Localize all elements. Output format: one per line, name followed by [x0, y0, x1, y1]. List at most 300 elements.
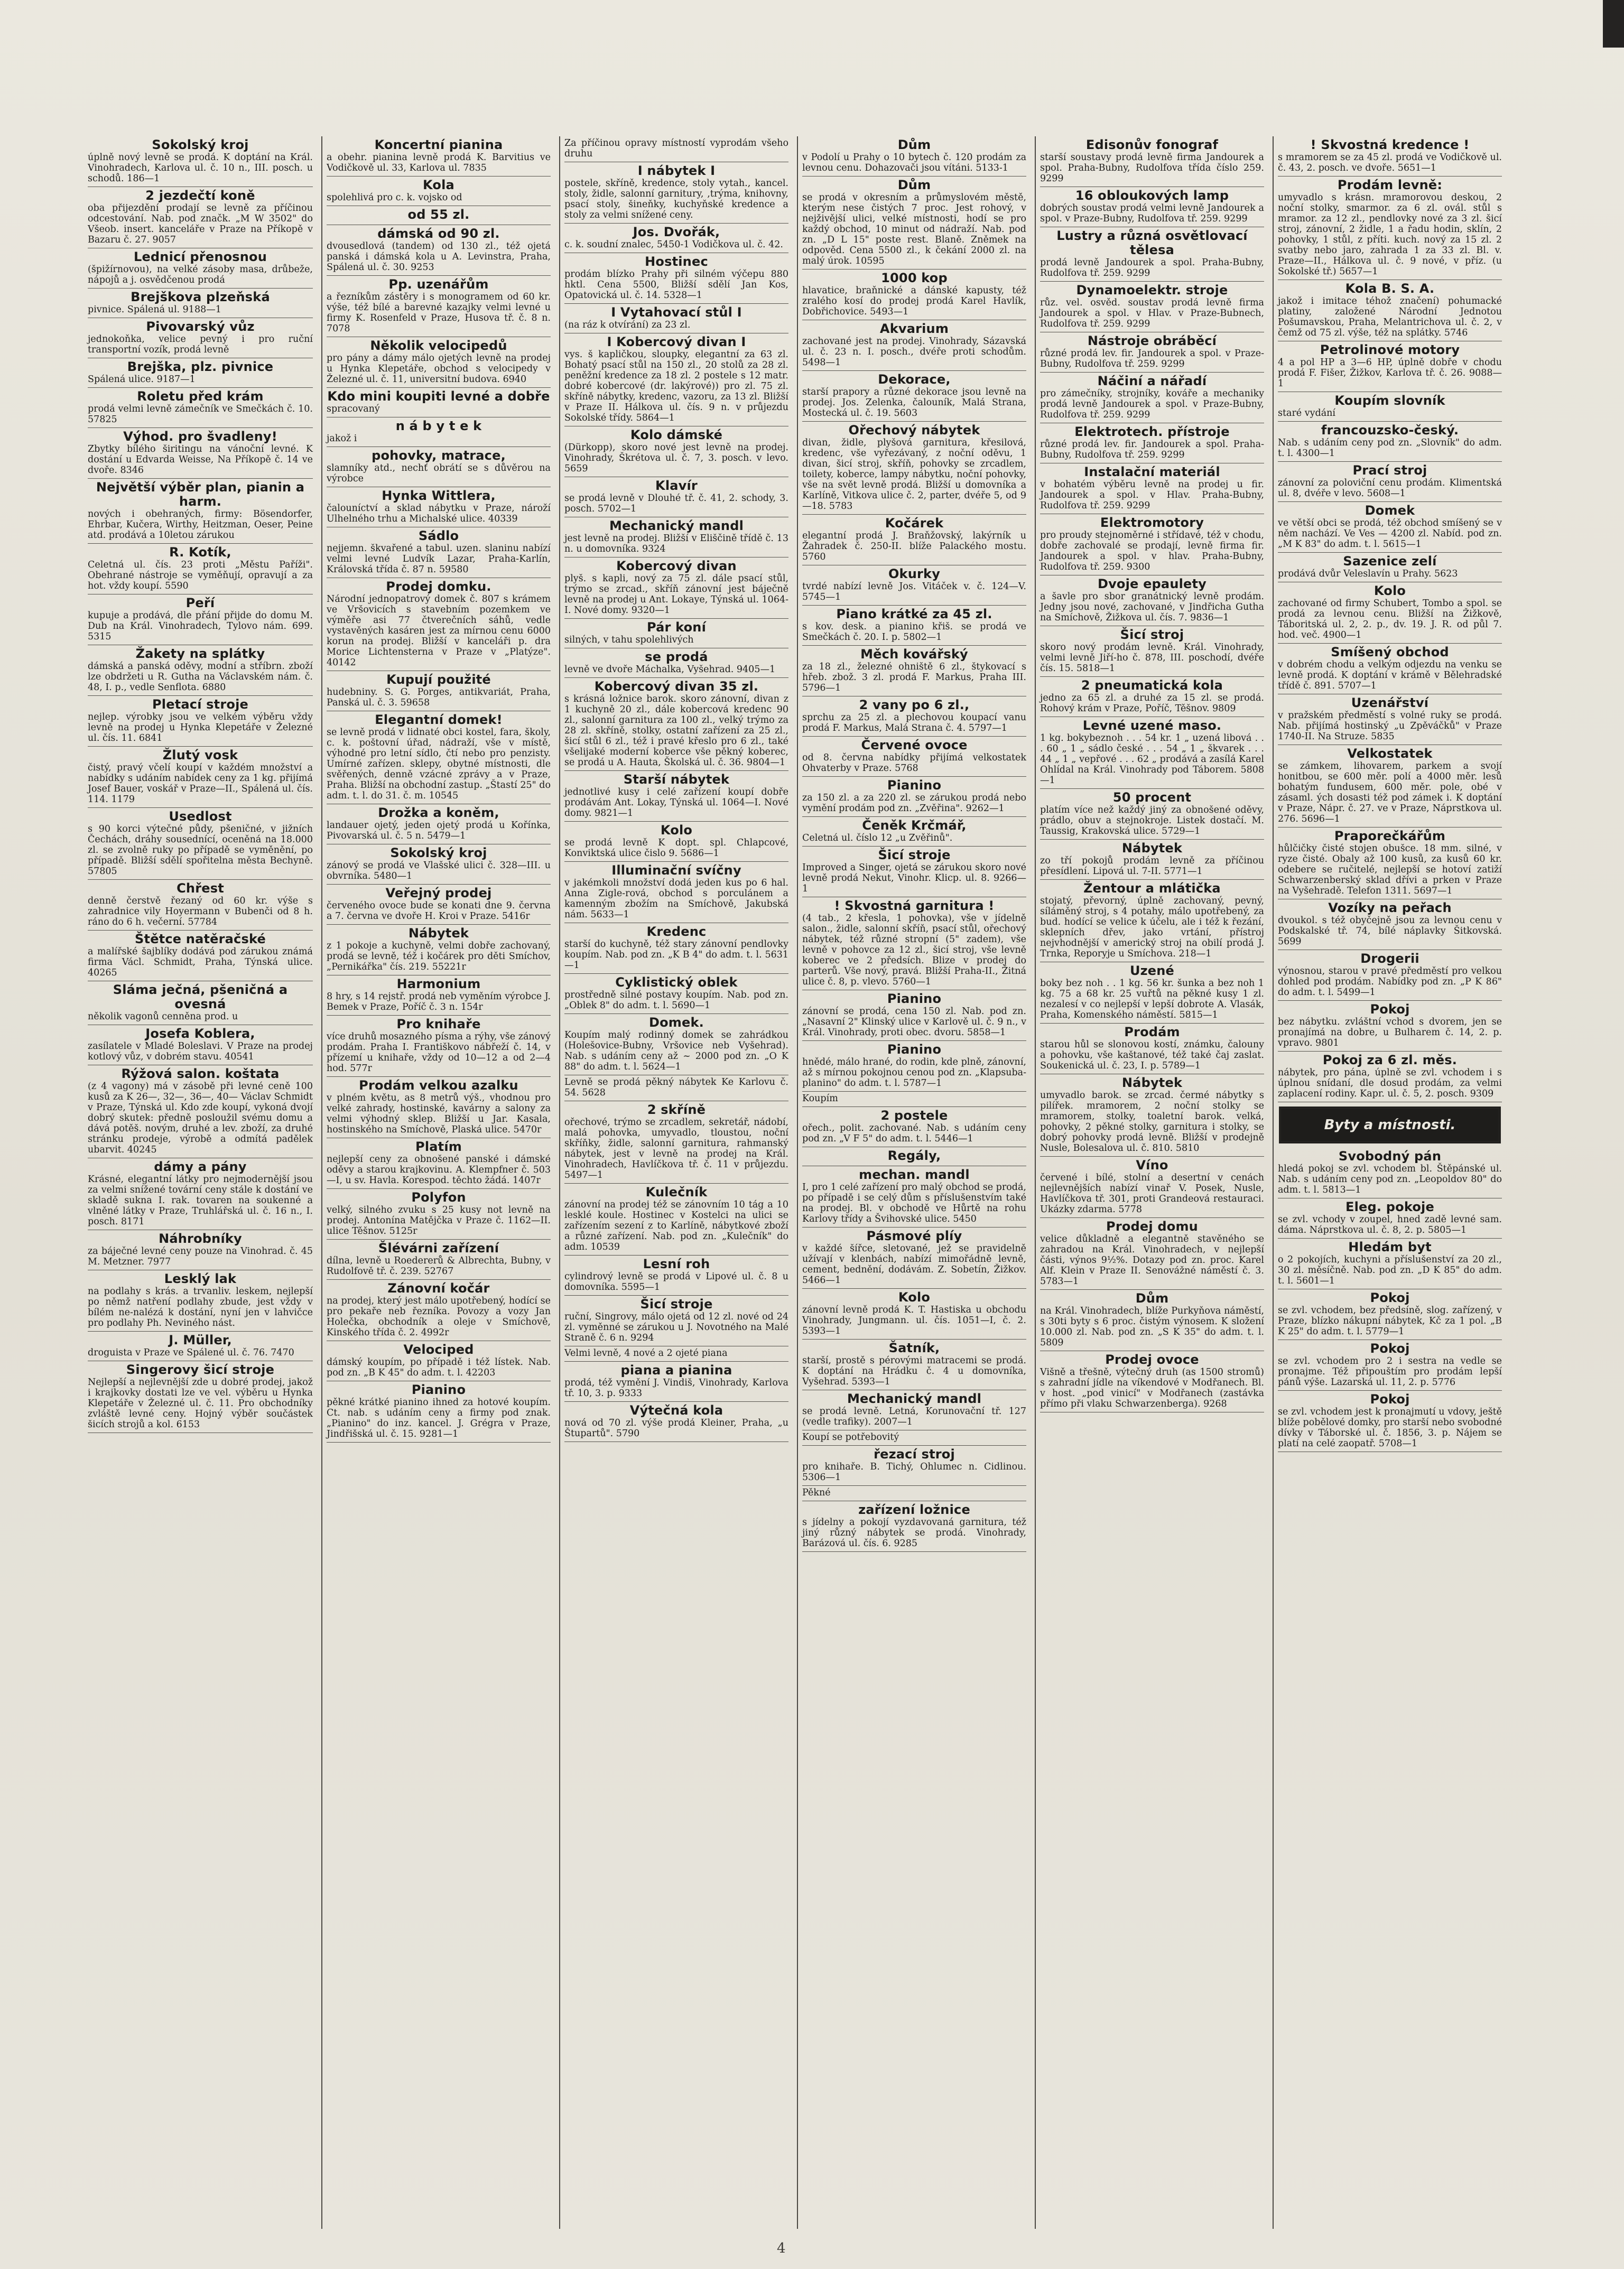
- classified-ad: [88, 981, 313, 1025]
- ad-text: divan, židle, plyšová garnitura, křesilová, kredenc, vše vyřezávaný, z noční oděvu, 1 divan, šicí stroj, skříň, pohovky se zrcadlem, toilety, koberce, lampy nábytku, noční pohovky, vše na svět levně prodá. Bližší u domovníka a Karlíně, Vitkova ulice č. 2, parter, dvéře 5, od 9—18. 5783: [802, 438, 1026, 512]
- ad-heading: Dům: [897, 137, 931, 152]
- classified-ad: [1278, 745, 1502, 827]
- ad-heading: Koupím slovník: [1334, 393, 1445, 408]
- ad-text: prostředně silné postavy koupím. Nab. pod zn. „Oblek 8" do adm. t. l. 5690—1: [564, 990, 788, 1011]
- ad-heading: mechan. mandl: [859, 1167, 970, 1182]
- ad-heading: Kupují použité: [386, 672, 491, 687]
- classified-ad: [327, 487, 551, 527]
- ad-heading: I Vytahovací stůl I: [611, 305, 742, 320]
- ad-heading: Pokoj: [1370, 1002, 1410, 1017]
- ad-text: jakož i imitace téhož značení) pohumacké platiny, založené Národní Jednotou Pošumavskou, Praha, Melantrichova ul. č. 2, v čemž od 75 zl. výše, též na splátky. 5746: [1278, 296, 1502, 338]
- ad-heading: Velociped: [403, 1342, 474, 1357]
- ad-text: v Podolí u Prahy o 10 bytech č. 120 prodám za levnou cenu. Dohazovači jsou vítáni. 5133-1: [802, 152, 1026, 173]
- ad-text: ruční, Singrovy, málo ojetá od 12 zl. nové od 24 zl. vyměnné se zárukou u J. Novotného na Malé Straně č. 6 n. 9294: [564, 1312, 788, 1343]
- classified-ad: [327, 1016, 551, 1077]
- ad-text: velký, silného zvuku s 25 kusy not levně na prodej. Antonína Matějčka v Praze č. 1162—II. ulice Těšnov. 5125r: [327, 1205, 551, 1236]
- ad-text: prodá, též vymění J. Vindiš, Vinohrady, Karlova tř. 10, 3. p. 9333: [564, 1378, 788, 1399]
- classified-ad: [88, 544, 313, 594]
- ad-heading: Praporečkářům: [1334, 829, 1446, 843]
- ad-heading: Elektromotory: [1100, 515, 1204, 530]
- ad-text: Za příčinou opravy místností vyprodám všeho druhu: [564, 138, 788, 159]
- ad-heading: Prací stroj: [1352, 463, 1427, 478]
- ad-text: a malířské šajblíky dodává pod zárukou známá firma Václ. Schmidt, Praha, Týnská ulice. 40265: [88, 946, 313, 978]
- classified-ad: [1278, 176, 1502, 280]
- section-banner: Byty a místnosti.: [1279, 1106, 1501, 1143]
- ad-text: zachované od firmy Schubert, Tombo a spol. se prodá za levnou cenu. Bližší na Žižkově, Táboritská ul. 2, 2. p., dv. 19. J. R. od půl 7. hod. več. 4900—1: [1278, 598, 1502, 640]
- ad-text: Višně a třešně, výtečný druh (as 1500 stromů) s zahradní jídle na víkendové v Modřanech. Bl. v host. „pod vinicí" v Modřanech (zastávka přímo při vlaku Schwarzenberga). 9268: [1040, 1367, 1264, 1409]
- classified-ad: [1040, 575, 1264, 626]
- ad-text: Nab. s udáním ceny pod zn. „Slovník" do adm. t. l. 4300—1: [1278, 438, 1502, 459]
- ad-text: s 90 korci výtečné půdy, pšeničné, v jižních Čechách, dráhy sousednící, oceněná na 18.000 zl. se zvolně ruky po případě se vyměnění, po případě. Bližší sdělí spořitelna města Bechyně. 57805: [88, 824, 313, 877]
- ad-heading: Náčiní a nářadí: [1097, 374, 1207, 388]
- ad-heading: Kredenc: [646, 924, 707, 939]
- ad-heading: Singerovy šicí stroje: [126, 1362, 275, 1377]
- ad-heading: 2 skříně: [647, 1102, 706, 1117]
- ad-text: od 8. června nabídky přijímá velkostatek Ohvaterby v Praze. 5768: [802, 752, 1026, 774]
- ad-heading: Klavír: [655, 478, 698, 493]
- ad-heading: Kolo dámské: [630, 427, 723, 442]
- ad-heading: Lustry a různá osvětlovací tělesa: [1056, 228, 1248, 257]
- ad-text: Národní jednopatrový domek č. 807 s krámem ve Vršovicích s stavebním pozemkem ve výměře asi 77 čtverečních sáhů, vedle vystavěných kasáren jest za mírnou cenu 6000 korun na prodej. Bližší v kanceláři p. dra Morice Lichtensterna v Praze v „Platýze". 40142: [327, 594, 551, 668]
- ad-text: c. k. soudní znalec, 5450-1 Vodičkova ul. č. 42.: [564, 239, 783, 250]
- ad-text: nová od 70 zl. výše prodá Kleiner, Praha, „u Štupartů". 5790: [564, 1418, 788, 1439]
- ad-text: jednokoňka, velice pevný i pro ruční transportní vozík, prodá levně: [88, 334, 313, 355]
- classified-ad: [327, 206, 551, 225]
- classified-ad: [802, 1486, 1026, 1501]
- classified-ad: [88, 1332, 313, 1361]
- ad-text: spracovaný: [327, 404, 380, 414]
- classified-ad: [1040, 1218, 1264, 1290]
- ad-text: pro proudy stejnoměrné i střídavé, též v chodu, dobře zachovalé se prodají, levně firma fir. Jandourek a spol. v hlav. Praha-Bubny, Rudolfova tř. 259. 9300: [1040, 530, 1264, 572]
- ad-heading: Pianino: [887, 1042, 942, 1057]
- ad-text: se levně prodá v lidnaté obci kostel, fara, školy, c. k. poštovní úřad, nádraží, vše v místě, výhodné pro letní sídlo, čtí nebo pro penzisty. Umírné zařízen. sklepy, obytné místnosti, dle svěřených, denně vzácné zprávy a v Praze, Praha. Bližší na obchodní zastup. „Štastí 25" do adm. t. l. do 31. č. m. 10545: [327, 727, 551, 801]
- ad-text: 4 a pol HP a 3—6 HP, úplně dobře v chodu prodá F. Fišer, Žižkov, Karlova tř. č. 26. 9088—1: [1278, 357, 1502, 389]
- classified-ad: [88, 931, 313, 981]
- ad-text: nejlep. výrobky jsou ve velkém výběru vždy levně na prodej u Hynka Klepetáře v Železné ul. čís. 11. 6841: [88, 712, 313, 743]
- ad-heading: Sádlo: [418, 528, 459, 543]
- classified-ad: [1278, 553, 1502, 582]
- ad-heading: Několik velocipedů: [370, 338, 507, 353]
- ad-heading: 2 jezdečtí koně: [145, 188, 255, 203]
- classified-ad: [1278, 1148, 1502, 1198]
- ad-text: nových i obehraných, firmy: Bösendorfer, Ehrbar, Kučera, Wirthy, Heitzman, Oeser, Peine atd. prodává a 10letou zárukou: [88, 509, 313, 541]
- ad-heading: Kdo mini koupiti levné a dobře: [327, 389, 550, 404]
- ad-text: s jídelny a pokojí vyzdavovaná garnitura, též jiný různý nábytek se prodá. Vinohrady, Barázová ul. čís. 6. 9285: [802, 1517, 1026, 1549]
- classified-ad: [1040, 840, 1264, 880]
- classified-ad: [802, 847, 1026, 897]
- ad-heading: Hostinec: [645, 254, 708, 269]
- ad-text: pro knihaře. B. Tichý, Ohlumec n. Cidlinou. 5306—1: [802, 1462, 1026, 1483]
- ad-text: různé prodá lev. fir. Jandourek a spol. Praha-Bubny, Rudolfova tř. 259. 9299: [1040, 439, 1264, 460]
- classified-ad: [1040, 1157, 1264, 1218]
- classified-ad: [802, 777, 1026, 817]
- ad-heading: Dům: [897, 178, 931, 192]
- ad-heading: Drogerii: [1360, 951, 1419, 966]
- classified-ad: [802, 176, 1026, 269]
- ad-heading: Jos. Dvořák,: [633, 225, 720, 239]
- ad-heading: Štětce natěračské: [135, 932, 266, 946]
- ad-heading: Peří: [185, 596, 215, 610]
- ad-text: jakož i: [327, 433, 357, 444]
- classified-ad: [564, 136, 788, 162]
- ad-heading: I Kobercový divan I: [607, 334, 746, 349]
- ad-heading: Kolo: [1374, 583, 1406, 598]
- ad-heading: Regály,: [887, 1148, 941, 1163]
- ad-heading: řezací stroj: [874, 1447, 955, 1462]
- ad-heading: Šicí stroje: [878, 848, 951, 862]
- ad-heading: Petrolinové motory: [1320, 342, 1460, 357]
- ad-text: postele, skříně, kredence, stoly vytah., kancel. stoly, židle, salonní garnitury, ,trýma, knihovny, psací stoly, šineňky, kuchyňské kredence a stoly za velmi snížené ceny.: [564, 178, 788, 220]
- ad-heading: 2 postele: [880, 1108, 948, 1123]
- classified-ad: [1040, 717, 1264, 789]
- ad-text: o 2 pokojích, kuchyni a příslušenství za 20 zl., 30 zl. měsíčně. Nab. pod zn. „D K 85" do adm. t. l. 5601—1: [1278, 1254, 1502, 1286]
- ad-heading: Platím: [415, 1139, 462, 1154]
- ad-text: Levně se prodá pěkný nábytek Ke Karlovu č. 54. 5628: [564, 1077, 788, 1098]
- ad-text: hlavatice, braňnické a dánské kapusty, též zralého kosí do prodej prodá Karel Havlík, Dobřichovice. 5493—1: [802, 285, 1026, 317]
- classified-ad: [327, 1381, 551, 1443]
- classified-ad: [802, 320, 1026, 371]
- classified-ad: [327, 337, 551, 388]
- classified-ad: [802, 371, 1026, 422]
- classified-ad: [88, 187, 313, 248]
- ad-text: starší soustavy prodá levně firma Jandourek a spol. Praha-Bubny, Rudolfova třída číslo 259. 9299: [1040, 152, 1264, 184]
- ad-text: výnosnou, starou v pravé předměstí pro velkou dohled pod prodám. Nabídky pod zn. „P K 86" do adm. t. l. 5499—1: [1278, 966, 1502, 998]
- classified-ad: [802, 1289, 1026, 1340]
- ad-heading: Brejška, plz. pivnice: [127, 359, 274, 374]
- ad-text: za 18 zl., železné ohniště 6 zl., štykovací s hřeb. zbož. 3 zl. prodá F. Markus, Praha III. 5796—1: [802, 662, 1026, 693]
- ad-text: silných, v tahu spolehlivých: [564, 635, 694, 645]
- classified-ad: [88, 645, 313, 696]
- ad-text: červené i bílé, stolní a desertní v cenách nejlevnějších nabízí vinař V. Posek, Nusle, Havlíčkova tř. 301, proti Grandeová restauraci. Ukázky zdarma. 5778: [1040, 1173, 1264, 1215]
- ad-heading: Pivovarský vůz: [146, 319, 255, 334]
- classified-ad: [564, 1101, 788, 1184]
- ad-text: v jakémkoli množství dodá jeden kus po 6 hal. Anna Zigle-rová, obchod s porculánem a kamenným zbožím na Smíchově, Jakubská nám. 5633—1: [564, 878, 788, 920]
- classified-ad: [564, 648, 788, 678]
- classified-ad: [327, 578, 551, 671]
- classified-ad: [802, 817, 1026, 847]
- classified-ad: [88, 388, 313, 428]
- ad-text: dobrých soustav prodá velmi levně Jandourek a spol. v Praze-Bubny, Rudolfova tř. 259. 9299: [1040, 203, 1264, 224]
- ad-heading: Instalační materiál: [1084, 464, 1220, 479]
- ad-heading: Dekorace,: [878, 372, 951, 387]
- ad-text: úplně nový levně se prodá. K doptání na Král. Vinohradech, Karlova ul. č. 10 n., III. posch. u schodů. 186—1: [88, 152, 313, 184]
- ad-text: Krásné, elegantní látky pro nejmodernější jsou za velmi snížené tovární ceny stále k dostání ve skladě sukna I. rak. tovaren na soukenné a vlněné látky v Praze, Truhlářská ul. č. 16 n., I. posch. 8171: [88, 1174, 313, 1227]
- classified-ad: [802, 646, 1026, 696]
- classified-ad: [1040, 423, 1264, 463]
- classified-ad: [327, 975, 551, 1016]
- ad-heading: Svobodný pán: [1338, 1149, 1442, 1164]
- ad-text: za 150 zl. a za 220 zl. se zárukou prodá nebo vymění prodám pod zn. „Zvěřina". 9262—1: [802, 793, 1026, 814]
- classified-ad: [1278, 1340, 1502, 1391]
- classified-ad: [564, 162, 788, 224]
- ad-text: Celetná ul. čís. 23 proti „Městu Paříži". Obehrané nástroje se vyměňují, opravují a za hot. vždy koupí. 5590: [88, 560, 313, 591]
- classified-ad: [1278, 899, 1502, 950]
- ad-text: jest levně na prodej. Bližší v Eliščině třídě č. 13 n. u domovníka. 9324: [564, 533, 788, 554]
- ad-text: umyvadlo barok. se zrcad. čermé nábytky s pilířek. mramorem, 2 noční stolky se mramorem, stolky, toaletní barok. velká, pohovky, 2 pěkné stolky, garnitura i stolky, se dobrý pohovky prodá levně. Bližší v prodejně Nusle, Bolesalova ul. č. 810. 5810: [1040, 1090, 1264, 1154]
- classified-ad: [564, 1014, 788, 1075]
- ad-text: Nejlepší a nejlevnější zde u dobré prodej, jakož i krajkovky dostati lze ve vel. výběru u Hynka Klepetáře v Železné ul. č. 11. Pro obchodníky zvláště levné ceny. Hojný výběr součástek šicích strojů a kol. 6153: [88, 1377, 313, 1430]
- classified-ad: [564, 822, 788, 862]
- classified-ad: [327, 671, 551, 711]
- classified-ad: [802, 606, 1026, 646]
- ad-text: starší prapory a různé dekorace jsou levně na prodej. Jos. Zelenka, čalouník, Malá Strana, Mostecká ul. č. 19. 5603: [802, 387, 1026, 419]
- ad-heading: Veřejný prodej: [385, 886, 492, 900]
- classified-ad: [564, 1256, 788, 1296]
- classified-ad: [327, 417, 551, 447]
- ad-heading: Prodám: [1124, 1025, 1180, 1039]
- ad-heading: Hynka Wittlera,: [382, 488, 496, 503]
- classified-ad: [1040, 227, 1264, 282]
- classified-ad: [802, 1340, 1026, 1390]
- ad-text: se prodá levně v Dlouhé tř. č. 41, 2. schody, 3. posch. 5702—1: [564, 493, 788, 514]
- ad-text: starší do kuchyně, též stary zánovní pendlovky koupím. Nab. pod zn. „K B 4" do adm. t. l. 5631—1: [564, 939, 788, 971]
- ad-heading: Pokoj za 6 zl. měs.: [1322, 1053, 1458, 1067]
- ad-heading: Náhrobníky: [159, 1231, 242, 1246]
- ad-text: se prodá levně. Letná, Korunovační tř. 127 (vedle trafiky). 2007—1: [802, 1406, 1026, 1427]
- ad-heading: Kočárek: [885, 516, 944, 531]
- classified-ad: [1040, 136, 1264, 187]
- ad-heading: Polyfon: [411, 1190, 466, 1205]
- ad-text: prodám blízko Prahy při silném výčepu 880 hktl. Cena 5500, Bližší sdělí Jan Kos, Opatovická ul. č. 14. 5328—1: [564, 269, 788, 301]
- ad-heading: Kolo: [660, 823, 693, 838]
- ad-text: tvrdé nabízí levně Jos. Vitáček v. č. 124—V. 5745—1: [802, 581, 1026, 602]
- ad-heading: n á b y t e k: [395, 419, 482, 433]
- ad-text: bez nábytku. zvláštní vchod s dvorem, jen se pronajímá na dobre, u Bulharem č. 14, 2. p. vpravo. 9801: [1278, 1017, 1502, 1048]
- ad-heading: Prodám velkou azalku: [359, 1078, 518, 1093]
- classified-ad: [1040, 187, 1264, 227]
- classified-ad: [88, 1158, 313, 1230]
- ad-heading: Nábytek: [1121, 1075, 1183, 1090]
- classified-ad: [88, 1065, 313, 1158]
- classified-ad: [327, 388, 551, 417]
- ad-heading: Červené ovoce: [861, 738, 968, 752]
- ad-text: hůlčičky čisté stojen obušce. 18 mm. silné, v ryze čisté. Obaly až 100 kusů, za kusů 60 kr. odebere se ručitelé, nejlepší se hotoví zatiží Schwarzenberský sklad dřívi a prken v Praze na Vyšehradě. Telefon 1311. 5697—1: [1278, 843, 1502, 896]
- ad-heading: Žentour a mlátička: [1083, 881, 1221, 896]
- column-6: [1273, 136, 1505, 2229]
- classified-ad: [1278, 950, 1502, 1001]
- classified-ad: [327, 447, 551, 487]
- ad-text: slamníky atd., nechť obrátí se s důvěrou na výrobce: [327, 463, 551, 484]
- ad-heading: Největší výběr plan, pianin a harm.: [96, 480, 305, 509]
- ad-heading: se prodá: [645, 649, 708, 664]
- ad-heading: piana a pianina: [620, 1363, 732, 1378]
- ad-text: různé prodá lev. fir. Jandourek a spol. v Praze-Bubny, Rudolfova tř. 259. 9299: [1040, 348, 1264, 369]
- classified-ad: [88, 880, 313, 931]
- ad-text: na podlahy s krás. a trvanliv. leskem, nejlepší po němž natření podlahy zbude, jest vždy v bílém ne-nalézá k dostání, nyní jen v lahvičce pro podlahy Ph. Neviného nást.: [88, 1286, 313, 1328]
- ad-heading: ! Skvostná garnitura !: [834, 898, 995, 913]
- classified-ad: [88, 248, 313, 289]
- ad-heading: Prodej ovoce: [1105, 1352, 1199, 1367]
- ad-text: (špižírnovou), na velké zásoby masa, drůbeže, nápojů a j. osvědčenou prodá: [88, 264, 313, 285]
- ad-heading: Zánovní kočár: [387, 1281, 490, 1296]
- ad-heading: od 55 zl.: [407, 207, 470, 222]
- ad-text: (Dürkopp), skoro nové jest levně na prodej. Vinohrady, Škrétova ul. č. 7, 3. posch. v levo. 5659: [564, 442, 788, 474]
- classified-ad: [327, 1280, 551, 1341]
- ad-text: se zámkem, lihovarem, parkem a svojí honitbou, se 600 měr. polí a 4000 měr. lesů bohatým fundusem, 600 měr. pole, obé v zásaml. ých dosasti též pod zámek i. K doptání v Praze, Nápr. č. 27. ve v Praze, Náprstkova ul. 276. 5696—1: [1278, 761, 1502, 824]
- classified-ad: [1040, 463, 1264, 514]
- classified-ad: [1040, 677, 1264, 717]
- ad-text: dámský koupím, po případě i též lístek. Nab. pod zn. „B K 45" do adm. t. l. 42203: [327, 1357, 551, 1378]
- ad-heading: Domek: [1365, 503, 1415, 518]
- ad-text: pěkné krátké pianino ihned za hotové koupím. Ct. nab. s udáním ceny a firmy pod znak. „Pianino" do inz. kancel. J. Grégra v Praze, Jindřišská ul. č. 15. 9281—1: [327, 1397, 551, 1439]
- ad-heading: dámská od 90 zl.: [377, 226, 500, 241]
- ad-heading: Sláma ječná, pšeničná a ovesná: [113, 982, 288, 1011]
- ad-text: oba přijezdění prodají se levně za příčinou odcestování. Nab. pod značk. „M W 3502" do Všeob. insert. kanceláře v Praze na Příkopě v Bazaru č. 27. 9057: [88, 203, 313, 245]
- ad-text: plyš. s kapli, nový za 75 zl. dále psací stůl, trýmo se zrcad., skříň zánovní jest báječně levně na prodej u Ant. Lokaye, Týnská ul. 1064-I. Nové domy. 9320—1: [564, 573, 788, 616]
- ad-text: velice důkladně a elegantně stavěného se zahradou na Král. Vinohradech, v nejlepší části, výnos 9½%. Dotazy pod zn. proc. Karel Alf. Klein v Praze II. Senovážné náměstí č. 3. 5783—1: [1040, 1234, 1264, 1287]
- ad-heading: Žakety na splátky: [135, 646, 265, 661]
- ad-heading: Měch kovářský: [860, 647, 968, 662]
- ad-text: Celetná ul. číslo 12 „u Zvěřinů".: [802, 833, 953, 843]
- ad-text: sprchu za 25 zl. a plechovou koupací vanu prodá F. Markus, Malá Strana č. 4. 5797—1: [802, 712, 1026, 733]
- ad-text: spolehlivá pro c. k. vojsko od: [327, 192, 462, 203]
- ad-text: prodá velmi levně zámečník ve Smečkách č. 10. 57825: [88, 404, 313, 425]
- ad-text: dvousedlová (tandem) od 130 zl., též ojetá panská i dámská kola u A. Levinstra, Praha, Spálená ul. č. 30. 9253: [327, 241, 551, 273]
- ad-text: droguista v Praze ve Spálené ul. č. 76. 7470: [88, 1347, 294, 1358]
- classified-ad: [1278, 1198, 1502, 1239]
- classified-ad: [802, 1446, 1026, 1486]
- page-number: 4: [777, 2240, 786, 2256]
- classified-ad: [1278, 280, 1502, 341]
- classified-ad: [1278, 582, 1502, 644]
- classified-ad: [1278, 502, 1502, 553]
- ad-heading: Elektrotech. přístroje: [1074, 424, 1230, 439]
- ad-text: s mramorem se za 45 zl. prodá ve Vodičkově ul. č. 43, 2. posch. ve dvoře. 5651—1: [1278, 152, 1502, 173]
- ad-text: jednotlivé kusy i celé zařízení koupí dobře prodávám Ant. Lokay, Týnská ul. 1064—I. Nové domy. 9821—1: [564, 787, 788, 819]
- column-4: [797, 136, 1029, 2229]
- ad-text: zánový se prodá ve Vlašské ulici č. 328—III. u obvrníka. 5480—1: [327, 860, 551, 881]
- classified-ad: [88, 1230, 313, 1270]
- classified-ad: [88, 1270, 313, 1332]
- ad-text: čalouníctví a sklad nábytku v Praze, nároží Ulhelného trhu a Michalské ulice. 40339: [327, 503, 551, 524]
- classified-ad: [564, 224, 788, 253]
- ad-heading: Piano krátké za 45 zl.: [836, 607, 992, 621]
- ad-heading: Sazenice zelí: [1343, 554, 1437, 569]
- classified-ad: [327, 136, 551, 176]
- classified-ad: [564, 771, 788, 822]
- ad-text: Spálená ulice. 9187—1: [88, 374, 196, 385]
- ad-text: kupuje a prodává, dle přání přijde do domu M. Dub na Král. Vinohradech, Tylovo nám. 699. 5315: [88, 610, 313, 642]
- ad-heading: Brejškova plzeňská: [131, 290, 270, 304]
- ad-heading: Pokoj: [1370, 1290, 1410, 1305]
- ad-text: zasílatele v Mladé Boleslavi. V Praze na prodej kotlový vůz, v dobrém stavu. 40541: [88, 1041, 313, 1062]
- ad-text: Velmi levně, 4 nové a 2 ojeté piana: [564, 1348, 728, 1359]
- classified-ad: [564, 304, 788, 333]
- classified-ad: [327, 225, 551, 276]
- ad-text: hnědé, málo hrané, do rodin, kde plně, zánovní, až s mírnou pokojnou cenou pod zn. „Klapsuba-planino" do adm. t. l. 5787—1: [802, 1057, 1026, 1089]
- ad-text: se zvl. vchodem, bez předsíně, slog. zařízený, v Praze, blízko nákupní nábytek, Kč za 1 pol. „B K 25" do adm. t. l. 5779—1: [1278, 1305, 1502, 1337]
- ad-heading: 16 obloukových lamp: [1075, 188, 1229, 203]
- classified-ad: [327, 276, 551, 337]
- ad-text: pivnice. Spálená ul. 9188—1: [88, 304, 221, 315]
- ad-text: stojatý, převorný, úplně zachovaný, pevný, síláměný stroj, s 4 potahy, málo upotřebený, za bud. hodící se velice k účelu, ale i též k řezání, sklepních dřev, jako vrtání, přístroj nejvhodnější v americký stroj na obilí prodá J. Trnka, Reporyje u Smíchova. 218—1: [1040, 896, 1264, 959]
- ad-heading: Nábytek: [1121, 841, 1183, 855]
- ad-text: ořechové, trýmo se zrcadlem, sekretář, nádobí, malá pohovka, umyvadlo, tloustou, noční skříňky, židle, salonní garnitura, rahmanský nábytek, jest v levně na prodej na Král. Vinohradech, Havlíčkova tř. č. 11 v průjezdu. 5497—1: [564, 1117, 788, 1180]
- ad-text: cylindrový levně se prodá v Lipové ul. č. 8 u domovníka. 5595—1: [564, 1271, 788, 1292]
- ad-heading: Víno: [1136, 1158, 1168, 1173]
- ad-heading: Illuminační svíčny: [611, 863, 741, 878]
- ad-text: v dobrém chodu a velkým odjezdu na venku se levně prodá. K doptání v krámě v Bělehradské třídě č. 891. 5707—1: [1278, 659, 1502, 691]
- classified-ad: [1040, 1290, 1264, 1351]
- ad-text: (na ráz k otvírání) za 23 zl.: [564, 320, 691, 330]
- ad-heading: Levné uzené maso.: [1082, 718, 1222, 733]
- classified-ad: [327, 1077, 551, 1138]
- classified-ad: [564, 974, 788, 1014]
- ad-text: na Král. Vinohradech, blíže Purkyňova náměstí, s 30ti byty s 6 proc. čistým výnosem. K složení 10.000 zl. Nab. pod zn. „S K 35" do adm. t. l. 5809: [1040, 1306, 1264, 1348]
- ad-text: zánovní na prodej též se zánovním 10 tág a 10 lesklé koule. Hostinec v Kostelci na ulici se zařízením sezení z to Karlíně, nábytkové zboží a různé zařízení. Nab. pod zn. „Kulečník" do adm. 10539: [564, 1199, 788, 1252]
- ad-heading: Edisonův fonograf: [1085, 137, 1219, 152]
- classified-ad: [564, 862, 788, 923]
- ad-text: v pražském předměstí s volné ruky se prodá. Nab. přijímá hostinský „u Zpěváčků" v Praze 1740-II. Na Struze. 5835: [1278, 710, 1502, 742]
- classified-ad: [564, 1362, 788, 1402]
- ad-text: skoro nový prodám levně. Král. Vinohrady, velmi levně Jiří-ho č. 878, III. poschodí, dvéře čís. 15. 5818—1: [1040, 642, 1264, 674]
- classified-ad: [1040, 962, 1264, 1024]
- classified-ad: [802, 1390, 1026, 1430]
- ad-text: růz. vel. osvěd. soustav prodá levně firma Jandourek a spol. v Hlav. v Praze-Bubnech, Rudolfova tř. 259. 9299: [1040, 297, 1264, 329]
- ad-text: se prodá v okresním a průmyslovém městě, kterým nese čistých 7 proc. Jest rohový, v nejživější ulici, velké místnosti, hodí se pro každý obchod, 10 minut od nádraží. Nab. pod zn. „D L 15" poste rest. Blaně. Zněmek na odpověd. Cena 5500 zl., k čekání 2000 zl. na malý úrok. 10595: [802, 192, 1026, 266]
- classified-ad: [564, 1296, 788, 1346]
- ad-text: zánovní se prodá, cena 150 zl. Nab. pod zn. „Nasavní 2" Klinský ulice v Karlově ul. č. 9 n., v Král. Vinohrady, proti obec. dvoru. 5858—1: [802, 1006, 1026, 1038]
- ad-text: se prodá levně K dopt. spl. Chlapcové, Konviktská ulice čislo 9. 5686—1: [564, 838, 788, 859]
- ad-heading: Uzené: [1129, 963, 1175, 978]
- ad-heading: Pianino: [887, 778, 942, 793]
- ad-heading: R. Kotík,: [169, 545, 231, 560]
- classified-ad: [327, 711, 551, 804]
- ad-heading: Pro knihaře: [396, 1017, 481, 1031]
- ad-heading: Kulečník: [645, 1185, 708, 1199]
- ad-text: se zvl. vchodem jest k pronajmutí u vdovy, ještě blíže pobělové domky, pro starší nebo svobodné dívky v Táborské ul. č. 1856, 3. p. Nájem se platí na celé zaopatř. 5708—1: [1278, 1407, 1502, 1449]
- ad-text: prodá levně Jandourek a spol. Praha-Bubny, Rudolfova tř. 259. 9299: [1040, 257, 1264, 278]
- ad-heading: Šicí stroj: [1120, 627, 1184, 642]
- ad-heading: Uzenářství: [1351, 695, 1429, 710]
- ad-text: Koupím: [802, 1093, 838, 1104]
- scan-edge: [1603, 0, 1624, 48]
- ad-text: (z 4 vagony) má v zásobě při levné ceně 100 kusů za K 26—, 32—, 36—, 40— Václav Schmidt v Praze, Týnská ul. Kdo zde koupí, vykoná dvojí dobrý skutek: předně posloužil svému domu a dává potěš. novým, druhé a lev. zboží, za druhé stránku prodeje, výrobě a odmítá padělek ubarvit. 40245: [88, 1081, 313, 1155]
- classified-ad: [88, 428, 313, 479]
- classified-ad: [88, 479, 313, 544]
- classified-ad: [564, 333, 788, 426]
- ad-heading: Žlutý vosk: [162, 748, 238, 762]
- column-5: [1035, 136, 1267, 2229]
- classified-ad: [802, 1147, 1026, 1166]
- ad-text: levně ve dvoře Máchalka, Vyšehrad. 9405—1: [564, 664, 776, 675]
- classified-ad: [1278, 136, 1502, 176]
- ad-text: umyvadlo s krásn. mramorovou deskou, 2 noční stolky, smarmor. za 6 zl. ovál. stůl s mramor. za 12 zl., pendlovky nové za 3 zl. šicí stroj, zánovní, 2 židle, 1 a řadu hodin, sklín, 2 pohovky, 1 stůl, z příti. kuch. nový za 15 zl. 2 svatby nebo jaro, zahrada 1 za 33 zl. Bl. v. Praze—II., Hálkova ul. č. 9 nové, v příz. (u Sokolské tř.) 5657—1: [1278, 192, 1502, 277]
- ad-heading: Hledám byt: [1348, 1240, 1432, 1254]
- ad-heading: 1000 kop: [881, 271, 948, 285]
- classified-ad: [327, 844, 551, 885]
- ad-heading: Akvarium: [879, 321, 949, 336]
- classified-ad: [1040, 626, 1264, 677]
- classified-ad: [327, 176, 551, 206]
- ad-text: a řezníkům zástěry i s monogramem od 60 kr. výše, též bílé a barevné kazajky velmi levné u firmy K. Rosenfeld v Praze, Husova tř. č. 8 n. 7078: [327, 292, 551, 334]
- ad-text: platím více než každý jiný za obnošené oděvy, prádlo, obuv a stejnokroje. Listek dostačí. M. Taussig, Krakovská ulice. 5729—1: [1040, 805, 1264, 836]
- ad-text: Koupí se potřebovitý: [802, 1432, 899, 1443]
- ad-text: s kov. desk. a pianino křiš. se prodá ve Smečkách č. 20. I. p. 5802—1: [802, 621, 1026, 643]
- ad-heading: Velkostatek: [1347, 746, 1433, 761]
- classified-ad: [802, 696, 1026, 737]
- classified-ad: [1040, 880, 1264, 962]
- column-2: [321, 136, 554, 2229]
- classified-ad: [564, 557, 788, 619]
- ad-text: pro zámečníky, strojníky, kováře a mechaniky prodá levně Jandourek a spol. v Praze-Bubny, Rudolfova tř. 259. 9299: [1040, 388, 1264, 420]
- classified-ad: [802, 1228, 1026, 1289]
- ad-text: se zvl. vchodem pro 2 i sestra na vedle se pronajme. Též připouštím pro prodám lepší pánů výše. Lazarská ul. 11, 2. p. 5776: [1278, 1356, 1502, 1388]
- ad-heading: pohovky, matrace,: [372, 448, 506, 463]
- classified-ads-page: [83, 136, 1510, 2229]
- ad-text: se zvl. vchody v zoupel, hned zadě levné sam. dáma. Náprstkova ul. č. 8, 2. p. 5805—1: [1278, 1214, 1502, 1235]
- classified-ad: [802, 1501, 1026, 1552]
